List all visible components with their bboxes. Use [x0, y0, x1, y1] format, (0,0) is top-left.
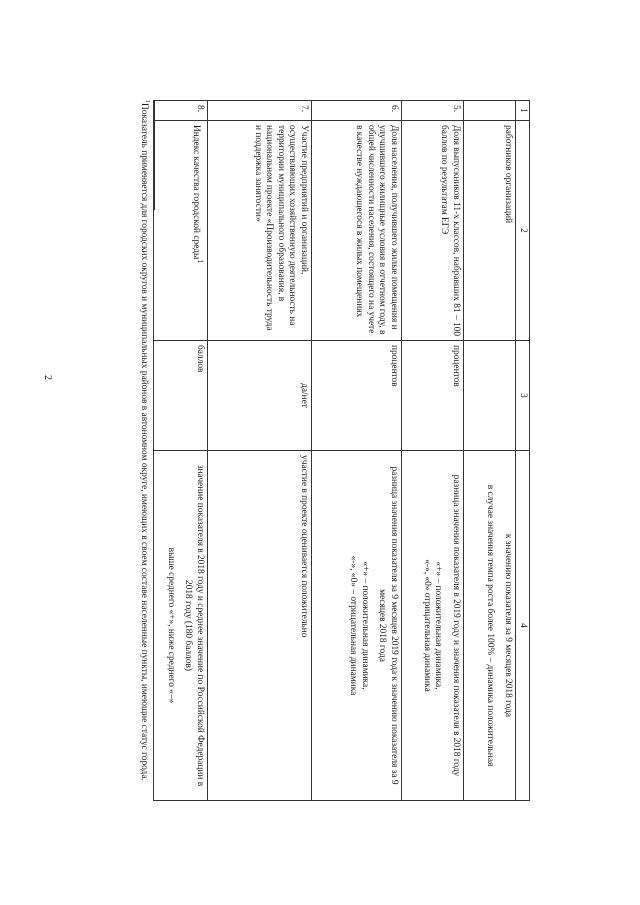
- footnote-ref: 1: [195, 259, 205, 264]
- calculation-method: [153, 451, 207, 801]
- indicators-table: [153, 100, 530, 801]
- table-row: [153, 101, 207, 801]
- footnote-text: Показатель применяется для городских округов и муниципальных районов в автономном округе, имеющих в своем составе населенные пункты, имеющие статус города.: [138, 103, 149, 781]
- row-number: 8.: [153, 101, 207, 121]
- calculation-method: [311, 451, 401, 801]
- method-line: выше среднего «+», ниже среднего «–»: [165, 547, 176, 704]
- footnote: [137, 100, 150, 840]
- landscape-page-content: [110, 100, 530, 840]
- calculation-method: [401, 451, 463, 801]
- indicator-name: работников организаций: [463, 121, 515, 341]
- method-line: к значению показателя за 9 месяцев 2018 года: [502, 533, 513, 718]
- unit: да/нет: [207, 341, 311, 451]
- method-line: разница значения показателя за 9 месяцев 2019 года к значению показателя за 9 месяцев 2018 года: [377, 466, 399, 785]
- column-header: 2: [515, 121, 529, 341]
- method-line: «-», «0» отрицательная динамика: [421, 559, 432, 692]
- row-number: [463, 101, 515, 121]
- unit: процентов: [311, 341, 401, 451]
- indicator-name: Доля выпускников 11-х классов, набравших 81 – 100 баллов по результатам ЕГЭ: [401, 121, 463, 341]
- indicator-text: Индекс качества городской среды: [190, 125, 201, 260]
- footnote-marker: 1: [144, 100, 150, 103]
- indicator-name: [153, 121, 207, 341]
- calculation-method: [207, 451, 311, 801]
- indicator-name: Участие предприятий и организаций, осуществляющих хозяйственную деятельность на территории муниципального образования, в национальном проекте «Производительность труда и поддержка занятости»: [207, 121, 311, 341]
- unit: [463, 341, 515, 451]
- table-row: [463, 101, 515, 801]
- table-row: [207, 101, 311, 801]
- row-number: 6.: [311, 101, 401, 121]
- table-header-row: [515, 101, 529, 801]
- method-line: «+» – положительная динамика,: [359, 561, 370, 690]
- column-header: 1: [515, 101, 529, 121]
- table-row: [401, 101, 463, 801]
- method-line: значение показателя в 2018 году и среднее значение по Российской Федерации в 2018 году (180 баллов): [183, 464, 205, 787]
- row-number: 5.: [401, 101, 463, 121]
- table-row: [311, 101, 401, 801]
- method-line: участие в проекте оценивается положительно: [298, 455, 309, 638]
- indicator-name: Доля населения, получившего жилые помещения и улучшившего жилищные условия в отчетном году, в общей численности населения, состоящего на учете в качестве нуждающегося в жилых помещениях: [311, 121, 401, 341]
- column-header: 3: [515, 341, 529, 451]
- row-number: 7.: [207, 101, 311, 121]
- column-header: 4: [515, 451, 529, 801]
- unit: баллов: [153, 341, 207, 451]
- unit: процентов: [401, 341, 463, 451]
- calculation-method: [463, 451, 515, 801]
- page-number: 2: [42, 375, 53, 380]
- method-line: «+» – положительная динамика,: [433, 561, 444, 690]
- method-line: «-», «0» – отрицательная динамика: [348, 555, 359, 696]
- method-line: разница значения показателя в 2019 году и значения показателя в 2018 году: [450, 474, 461, 777]
- footnote-separator: [154, 100, 155, 210]
- method-line: в случае значения темпа роста более 100% – динамика положительная: [485, 484, 496, 767]
